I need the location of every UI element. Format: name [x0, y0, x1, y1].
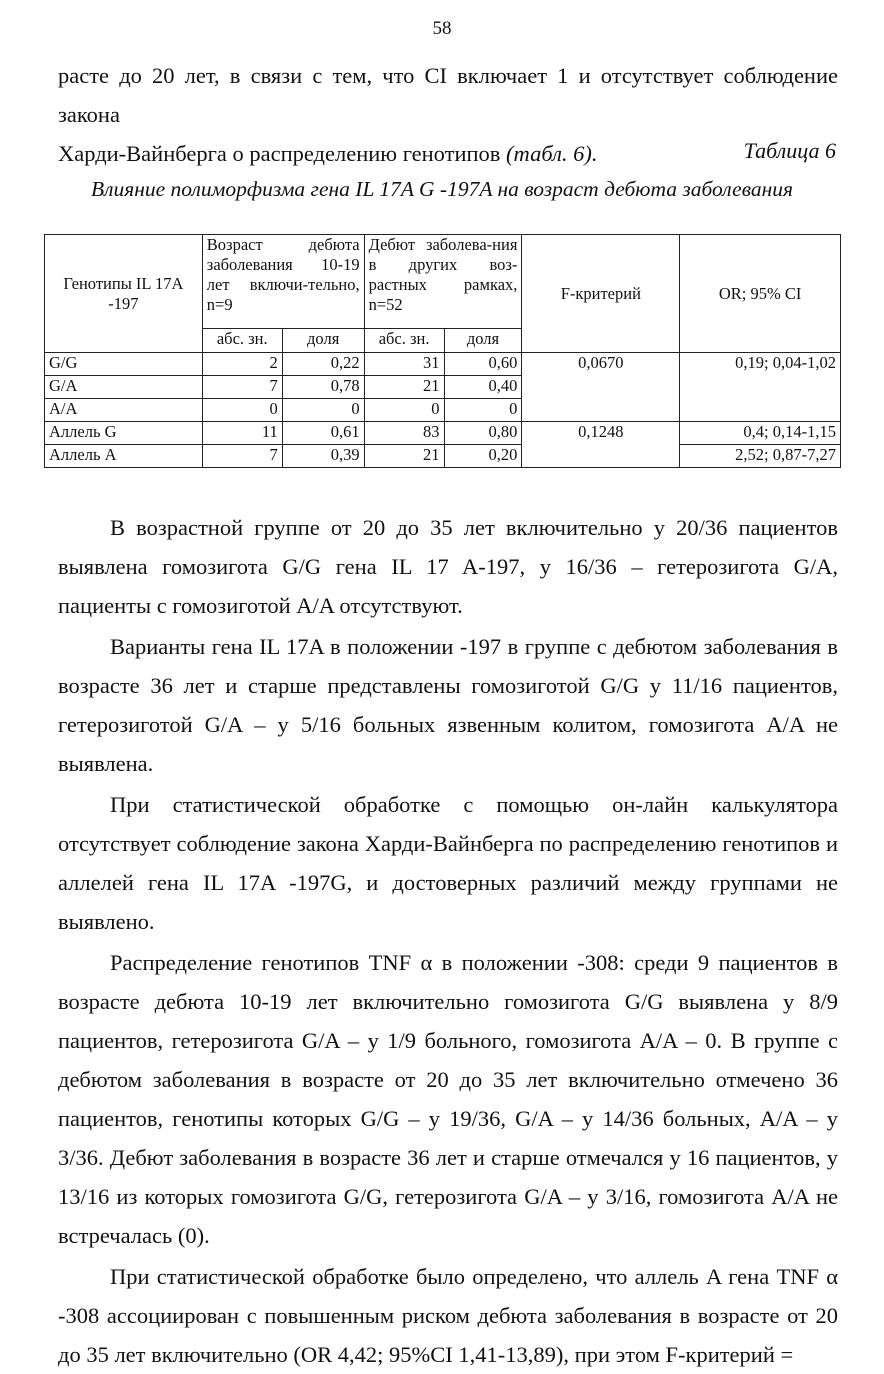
cell-abs-1: 11: [202, 422, 282, 445]
or-allele-g: 0,4; 0,14-1,15: [680, 422, 841, 445]
cell-share-2: 0,80: [444, 422, 522, 445]
cell-abs-1: 7: [202, 445, 282, 468]
page-number: 58: [432, 18, 452, 39]
cell-abs-2: 31: [364, 353, 444, 376]
cell-abs-1: 0: [202, 399, 282, 422]
paragraph: При статистической обработке было определено, что аллель A гена TNF α -308 ассоциирован с повышенным риском дебюта заболевания в возрасте от 20 до 35 лет включительно (OR 4,42; 95%CI 1,41-13,89), при этом F-критерий =: [58, 1264, 838, 1367]
table-row: [45, 422, 841, 445]
cell-abs-2: 21: [364, 445, 444, 468]
subheader-abs-2: абс. зн.: [364, 329, 444, 353]
row-name: G/A: [45, 376, 203, 399]
intro-line-1: расте до 20 лет, в связи с тем, что CI включает 1 и отсутствует соблюдение закона: [58, 63, 838, 127]
header-f-criterion: F-критерий: [522, 235, 680, 353]
header-genotypes: Генотипы IL 17A -197: [45, 235, 203, 353]
cell-share-2: 0,60: [444, 353, 522, 376]
paragraph: В возрастной группе от 20 до 35 лет включительно у 20/36 пациентов выявлена гомозигота G/G гена IL 17 A-197, у 16/36 – гетерозигота G/A, пациенты с гомозиготой A/A отсутствуют.: [58, 515, 838, 618]
subheader-share-1: доля: [282, 329, 364, 353]
cell-share-2: 0,40: [444, 376, 522, 399]
cell-abs-1: 7: [202, 376, 282, 399]
paragraph: Варианты гена IL 17A в положении -197 в группе с дебютом заболевания в возрасте 36 лет и старше представлены гомозиготой G/G у 11/16 пациентов, гетерозиготой G/A – у 5/16 больных язвенным колитом, гомозигота A/A не выявлена.: [58, 634, 838, 776]
row-name: A/A: [45, 399, 203, 422]
cell-share-1: 0: [282, 399, 364, 422]
table-row: [45, 353, 841, 376]
intro-paragraph: [58, 56, 838, 173]
cell-abs-2: 21: [364, 376, 444, 399]
cell-share-1: 0,61: [282, 422, 364, 445]
header-group-other: Дебют заболева-ния в других воз-растных рамках, n=52: [364, 235, 522, 329]
cell-abs-1: 2: [202, 353, 282, 376]
table-caption: Влияние полиморфизма гена IL 17A G -197A на возраст дебюта заболевания: [90, 177, 794, 201]
or-genotypes: 0,19; 0,04-1,02: [680, 353, 841, 422]
cell-share-1: 0,78: [282, 376, 364, 399]
cell-abs-2: 83: [364, 422, 444, 445]
cell-share-1: 0,39: [282, 445, 364, 468]
or-allele-a: 2,52; 0,87-7,27: [680, 445, 841, 468]
cell-share-2: 0: [444, 399, 522, 422]
intro-text: Харди-Вайнберга о распределению генотипов: [58, 141, 507, 166]
cell-share-2: 0,20: [444, 445, 522, 468]
cell-abs-2: 0: [364, 399, 444, 422]
intro-line-2: [58, 134, 838, 173]
subheader-abs-1: абс. зн.: [202, 329, 282, 353]
row-name: Аллель G: [45, 422, 203, 445]
table-reference: (табл. 6).: [506, 141, 598, 166]
cell-share-1: 0,22: [282, 353, 364, 376]
body-text: [58, 508, 838, 1374]
header-group-10-19: Возраст дебюта заболевания 10-19 лет включи-тельно, n=9: [202, 235, 364, 329]
f-criterion-alleles: 0,1248: [522, 422, 680, 468]
f-criterion-genotypes: 0,0670: [522, 353, 680, 422]
paragraph: При статистической обработке с помощью он-лайн калькулятора отсутствует соблюдение закона Харди-Вайнберга по распределению генотипов и аллелей гена IL 17A -197G, и достоверных различий между группами не выявлено.: [58, 792, 838, 934]
table-label: Таблица 6: [743, 138, 836, 163]
paragraph: Распределение генотипов TNF α в положении -308: среди 9 пациентов в возрасте дебюта 10-19 лет включительно гомозигота G/G выявлена у 8/9 пациентов, гетерозигота G/A – у 1/9 больного, гомозигота A/A – 0. В группе с дебютом заболевания в возрасте от 20 до 35 лет включительно отмечено 36 пациентов, генотипы которых G/G – у 19/36, G/A – у 14/36 больных, A/A – у 3/36. Дебют заболевания в возрасте 36 лет и старше отмечался у 16 пациентов, у 13/16 из которых гомозигота G/G, гетерозигота G/A – у 3/16, гомозигота A/A не встречалась (0).: [58, 950, 838, 1248]
table-row: [45, 445, 841, 468]
row-name: Аллель A: [45, 445, 203, 468]
row-name: G/G: [45, 353, 203, 376]
genotype-table: [44, 234, 841, 468]
header-or-ci: OR; 95% CI: [680, 235, 841, 353]
subheader-share-2: доля: [444, 329, 522, 353]
